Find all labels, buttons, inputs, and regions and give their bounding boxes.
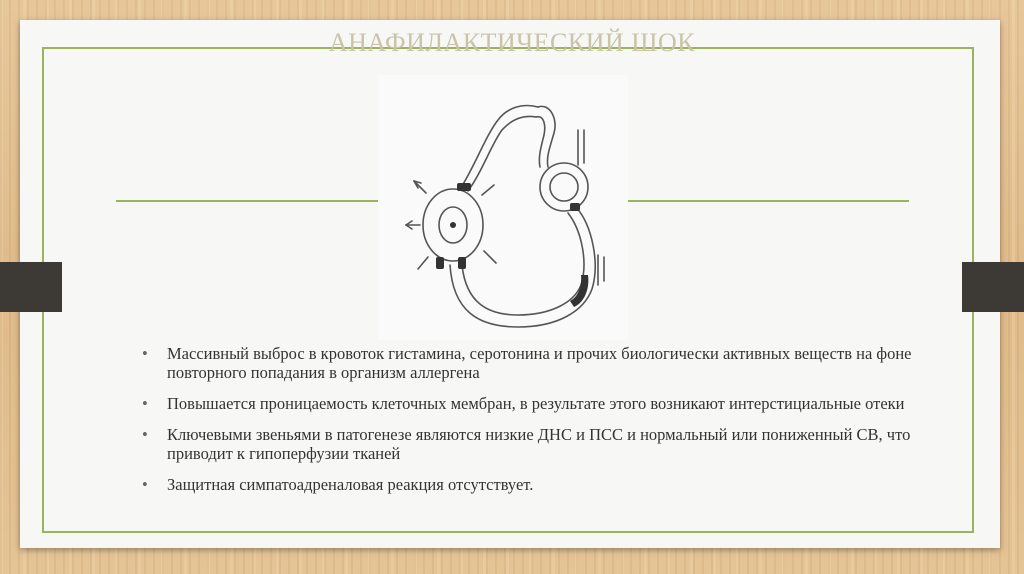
list-item bbox=[142, 475, 922, 494]
bullet-marker: • bbox=[142, 394, 148, 413]
bullet-list bbox=[142, 344, 922, 506]
bullet-text: Повышается проницаемость клеточных мембран, в результате этого возникают интерстициальные отеки bbox=[167, 394, 905, 413]
list-item bbox=[142, 344, 922, 382]
list-item bbox=[142, 394, 922, 413]
left-side-tab bbox=[0, 262, 62, 312]
bullet-text: Ключевыми звеньями в патогенезе являются низкие ДНС и ПСС и нормальный или пониженный СВ, что приводит к гипоперфузии тканей bbox=[167, 425, 911, 463]
bullet-marker: • bbox=[142, 425, 148, 444]
circulation-diagram bbox=[378, 75, 628, 340]
right-side-tab bbox=[962, 262, 1024, 312]
bullet-marker: • bbox=[142, 344, 148, 363]
circulation-diagram-drawing bbox=[378, 75, 628, 340]
slide-title: АНАФИЛАКТИЧЕСКИЙ ШОК bbox=[328, 28, 696, 57]
list-item bbox=[142, 425, 922, 463]
bullet-text: Защитная симпатоадреналовая реакция отсутствует. bbox=[167, 475, 534, 494]
bullet-marker: • bbox=[142, 475, 148, 494]
right-divider-line bbox=[628, 200, 909, 202]
left-divider-line bbox=[116, 200, 378, 202]
bullet-text: Массивный выброс в кровоток гистамина, серотонина и прочих биологически активных веществ на фоне повторного попадания в организм аллергена bbox=[167, 344, 912, 382]
